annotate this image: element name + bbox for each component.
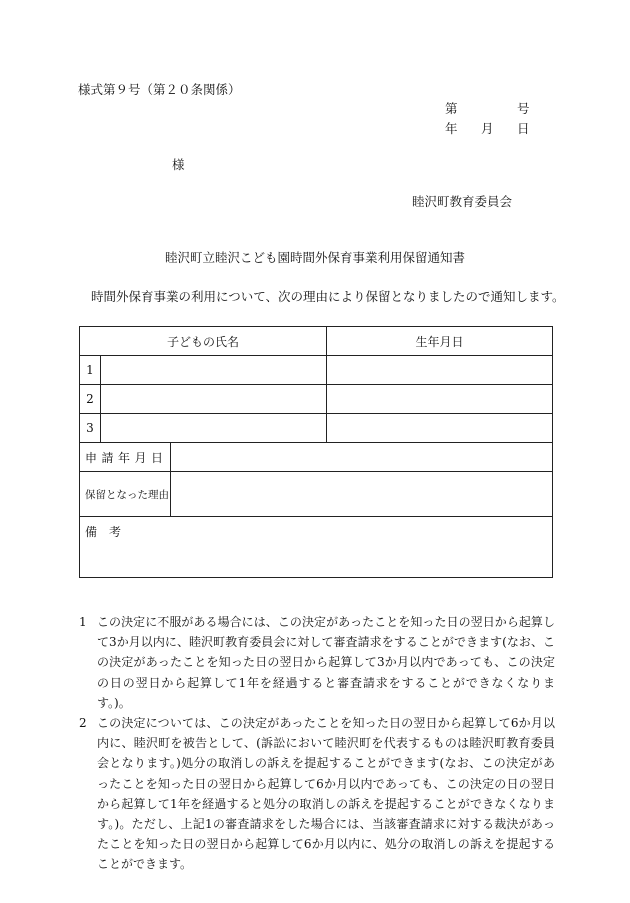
table-row (80, 414, 553, 443)
reason-cell[interactable] (171, 472, 553, 517)
row-number: 2 (80, 385, 101, 414)
addressee-suffix: 様 (172, 157, 185, 172)
child-name-cell[interactable] (101, 356, 327, 385)
birth-date-cell[interactable] (327, 414, 553, 443)
document-title: 睦沢町立睦沢こども園時間外保育事業利用保留通知書 (164, 250, 465, 265)
notes-section (79, 612, 555, 875)
note-text: この決定に不服がある場合には、この決定があったことを知った日の翌日から起算して3か月以内に、睦沢町教育委員会に対して審査請求をすることができます(なお、この決定があったことを知った日の翌日から起算して3か月以内であっても、この決定の日の翌日から起算して1年を経過すると審査請求をすることができなくなります。)。 (97, 615, 555, 710)
document-number-prefix: 第 (445, 101, 458, 116)
document-number-suffix: 号 (517, 101, 530, 116)
child-info-table (79, 326, 553, 578)
child-name-cell[interactable] (101, 414, 327, 443)
intro-text: 時間外保育事業の利用について、次の理由により保留となりましたので通知します。 (91, 289, 565, 304)
note-item-2: 2 この決定については、この決定があったことを知った日の翌日から起算して6か月以内に、睦沢町を被告として、(訴訟において睦沢町を代表するものは睦沢町教育委員会となります。)処分の取消しの訴えを提起することができます(なお、この決定があったことを知った日の翌日から起算して6か月以内であっても、この決定の日の翌日から起算して1年を経過すると処分の取消しの訴えを提起することができなくなります。)。ただし、上記1の審査請求をした場合には、当該審査請求に対する裁決があったことを知った日の翌日から起算して6か月以内に、処分の取消しの訴えを提起することができます。 (79, 716, 555, 872)
date-month: 月 (481, 121, 494, 136)
application-date-cell[interactable] (171, 443, 553, 472)
date-year: 年 (445, 121, 458, 136)
issuer-name: 睦沢町教育委員会 (412, 194, 513, 209)
row-number: 3 (80, 414, 101, 443)
note-text: この決定については、この決定があったことを知った日の翌日から起算して6か月以内に、睦沢町を被告として、(訴訟において睦沢町を代表するものは睦沢町教育委員会となります。)処分の取消しの訴えを提起することができます(なお、この決定があったことを知った日の翌日から起算して6か月以内であっても、この決定の日の翌日から起算して1年を経過すると処分の取消しの訴えを提起することができなくなります。)。ただし、上記1の審査請求をした場合には、当該審査請求に対する裁決があったことを知った日の翌日から起算して6か月以内に、処分の取消しの訴えを提起することができます。 (97, 716, 555, 872)
child-name-cell[interactable] (101, 385, 327, 414)
child-name-header: 子どもの氏名 (80, 327, 327, 356)
birth-date-cell[interactable] (327, 356, 553, 385)
reason-label: 保留となった理由 (80, 472, 171, 517)
birth-date-header: 生年月日 (327, 327, 553, 356)
note-item-1: 1 この決定に不服がある場合には、この決定があったことを知った日の翌日から起算して3か月以内に、睦沢町教育委員会に対して審査請求をすることができます(なお、この決定があったことを知った日の翌日から起算して3か月以内であっても、この決定の日の翌日から起算して1年を経過すると審査請求をすることができなくなります。)。 (79, 615, 555, 710)
table-row (80, 356, 553, 385)
form-number: 様式第９号（第２０条関係） (78, 82, 241, 97)
row-number: 1 (80, 356, 101, 385)
notes-label: 備考 (85, 525, 134, 539)
table-row (80, 385, 553, 414)
notes-cell[interactable] (80, 517, 553, 578)
application-date-label: 申請年月日 (80, 443, 171, 472)
birth-date-cell[interactable] (327, 385, 553, 414)
date-day: 日 (517, 121, 530, 136)
